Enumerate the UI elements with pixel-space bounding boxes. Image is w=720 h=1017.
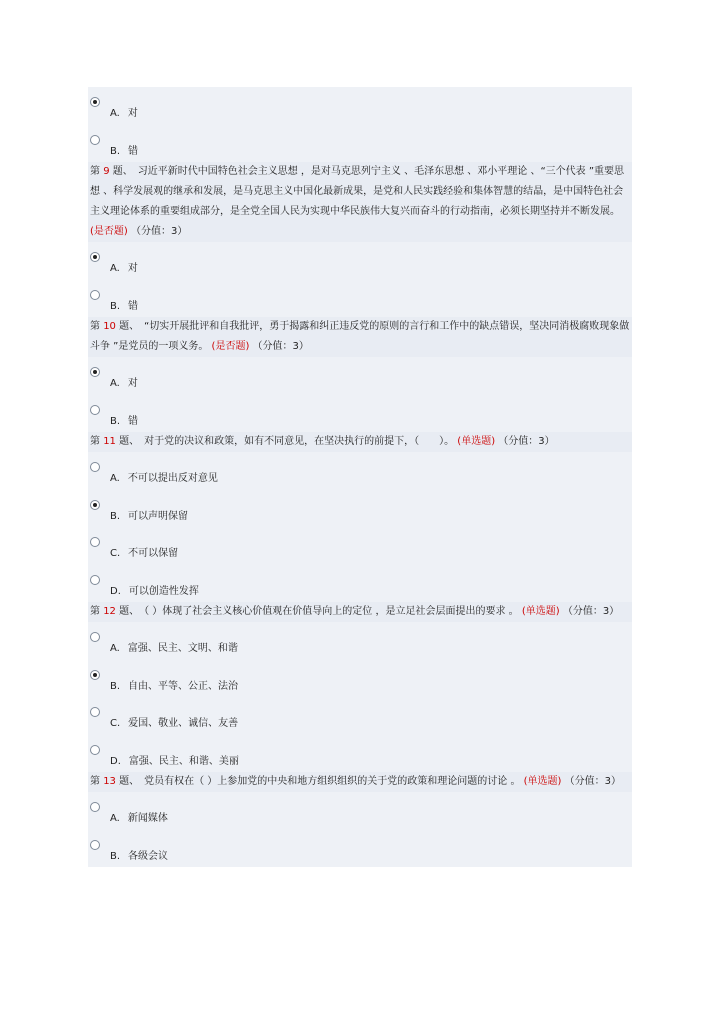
option-label [110,544,178,559]
question-score: （分值：3） [127,226,188,237]
question-suffix: 题、 [115,321,145,332]
answer-option[interactable] [88,565,632,603]
question-body: 习近平新时代中国特色社会主义思想 ，是对马克思列宁主义 、毛泽东思想 、邓小平理论 、“三个代表 ”重要思想 、科学发展观的继承和发展，是马克思主义中国化最新成果，是党和人民实践经验和集体智慧的结晶，是中国特色社会主义理论体系的重要组成部分，是全党全国人民为实现中华民族伟大复兴而奋斗的行动指南，必须长期坚持并不断发展。 [90,166,625,217]
option-text: 对 [127,263,138,274]
question-text [88,317,632,357]
option-label [110,809,168,824]
question-number: 11 [103,436,116,447]
question-prefix: 第 [90,321,104,332]
question-suffix: 题、 [115,776,145,787]
option-letter: A. [110,108,120,119]
option-label [110,297,138,312]
option-letter: D. [110,585,121,597]
option-letter: B. [110,680,121,692]
question-number: 13 [103,776,116,787]
option-label [110,259,138,274]
answer-option[interactable] [88,792,632,830]
option-text: 各级会议 [128,850,169,862]
answer-option[interactable] [88,125,632,163]
answer-option[interactable] [88,660,632,698]
question-type: (单选题) [454,436,496,447]
answer-option[interactable] [88,622,632,660]
radio-checked-icon[interactable] [90,252,100,262]
option-text: 对 [127,108,138,119]
option-text: 新闻媒体 [127,813,168,824]
answer-option[interactable] [88,280,632,318]
option-label [110,752,239,767]
question-body: 党员有权在（ ）上参加党的中央和地方组织组织的关于党的政策和理论问题的讨论 。 [144,776,521,787]
option-text: 错 [128,145,139,157]
question-suffix: 题、 [115,436,145,447]
answer-option[interactable] [88,242,632,280]
radio-unchecked-icon[interactable] [90,745,100,755]
option-letter: B. [110,300,121,312]
option-text: 不可以保留 [128,548,179,559]
option-text: 不可以提出反对意见 [127,473,218,484]
question-body: （ ）体现了社会主义核心价值观在价值导向上的定位 ，是立足社会层面提出的要求 。 [144,606,519,617]
option-letter: B. [110,510,121,522]
radio-checked-icon[interactable] [90,670,100,680]
answer-option[interactable] [88,395,632,433]
option-text: 富强、民主、文明、和谐 [127,643,238,654]
option-letter: A. [110,813,120,824]
option-text: 可以声明保留 [128,510,189,522]
radio-unchecked-icon[interactable] [90,575,100,585]
question-prefix: 第 [90,436,104,447]
radio-checked-icon[interactable] [90,500,100,510]
question-number: 9 [103,166,110,177]
option-text: 富强、民主、和谐、美丽 [128,755,239,767]
question-prefix: 第 [90,166,104,177]
option-text: 错 [128,300,139,312]
question-text [88,432,632,452]
answer-option[interactable] [88,697,632,735]
radio-checked-icon[interactable] [90,367,100,377]
question-prefix: 第 [90,606,104,617]
radio-unchecked-icon[interactable] [90,707,100,717]
question-text [88,602,632,622]
option-letter: B. [110,850,121,862]
option-label [110,677,238,692]
answer-option[interactable] [88,357,632,395]
option-label [110,469,218,484]
question-type: (是否题) [208,341,250,352]
radio-unchecked-icon[interactable] [90,405,100,415]
option-letter: A. [110,378,120,389]
option-text: 爱国、敬业、诚信、友善 [128,718,239,729]
option-label [110,847,168,862]
question-type: (单选题) [518,606,560,617]
option-letter: C. [110,718,121,729]
answer-option[interactable] [88,830,632,868]
option-label [110,412,138,427]
question-number: 10 [103,321,116,332]
answer-option[interactable] [88,490,632,528]
option-text: 错 [128,415,139,427]
option-text: 自由、平等、公正、法治 [128,680,239,692]
option-label [110,639,238,654]
question-suffix: 题、 [115,606,145,617]
radio-unchecked-icon[interactable] [90,290,100,300]
question-text [88,772,632,792]
question-text [88,162,632,242]
option-letter: B. [110,415,121,427]
answer-option[interactable] [88,452,632,490]
question-type: (单选题) [520,776,562,787]
radio-unchecked-icon[interactable] [90,632,100,642]
radio-unchecked-icon[interactable] [90,802,100,812]
radio-unchecked-icon[interactable] [90,462,100,472]
radio-unchecked-icon[interactable] [90,537,100,547]
question-score: （分值：3） [249,341,309,352]
question-prefix: 第 [90,776,104,787]
option-label [110,507,188,522]
option-letter: A. [110,263,120,274]
option-letter: C. [110,548,121,559]
quiz-panel [88,87,632,897]
radio-checked-icon[interactable] [90,97,100,107]
question-score: （分值：3） [561,776,621,787]
question-type: (是否题) [90,226,128,237]
option-letter: A. [110,473,120,484]
question-body: 对于党的决议和政策，如有不同意见，在坚决执行的前提下，（ ）。 [144,436,455,447]
option-text: 可以创造性发挥 [128,585,199,597]
answer-option[interactable] [88,735,632,773]
question-score: （分值：3） [495,436,555,447]
option-letter: B. [110,145,121,157]
option-label [110,104,138,119]
question-score: （分值：3） [559,606,620,617]
option-label [110,714,238,729]
option-letter: A. [110,643,120,654]
option-label [110,374,138,389]
radio-unchecked-icon[interactable] [90,840,100,850]
option-text: 对 [127,378,138,389]
radio-unchecked-icon[interactable] [90,135,100,145]
question-number: 12 [103,606,116,617]
question-suffix: 题、 [109,166,138,177]
option-letter: D. [110,755,121,767]
question-body: “切实开展批评和自我批评，勇于揭露和纠正违反党的原则的言行和工作中的缺点错误，坚决同消极腐败现象做斗争 ”是党员的一项义务。 [90,321,630,352]
option-label [110,582,199,597]
option-label [110,142,138,157]
answer-option[interactable] [88,87,632,125]
answer-option[interactable] [88,527,632,565]
